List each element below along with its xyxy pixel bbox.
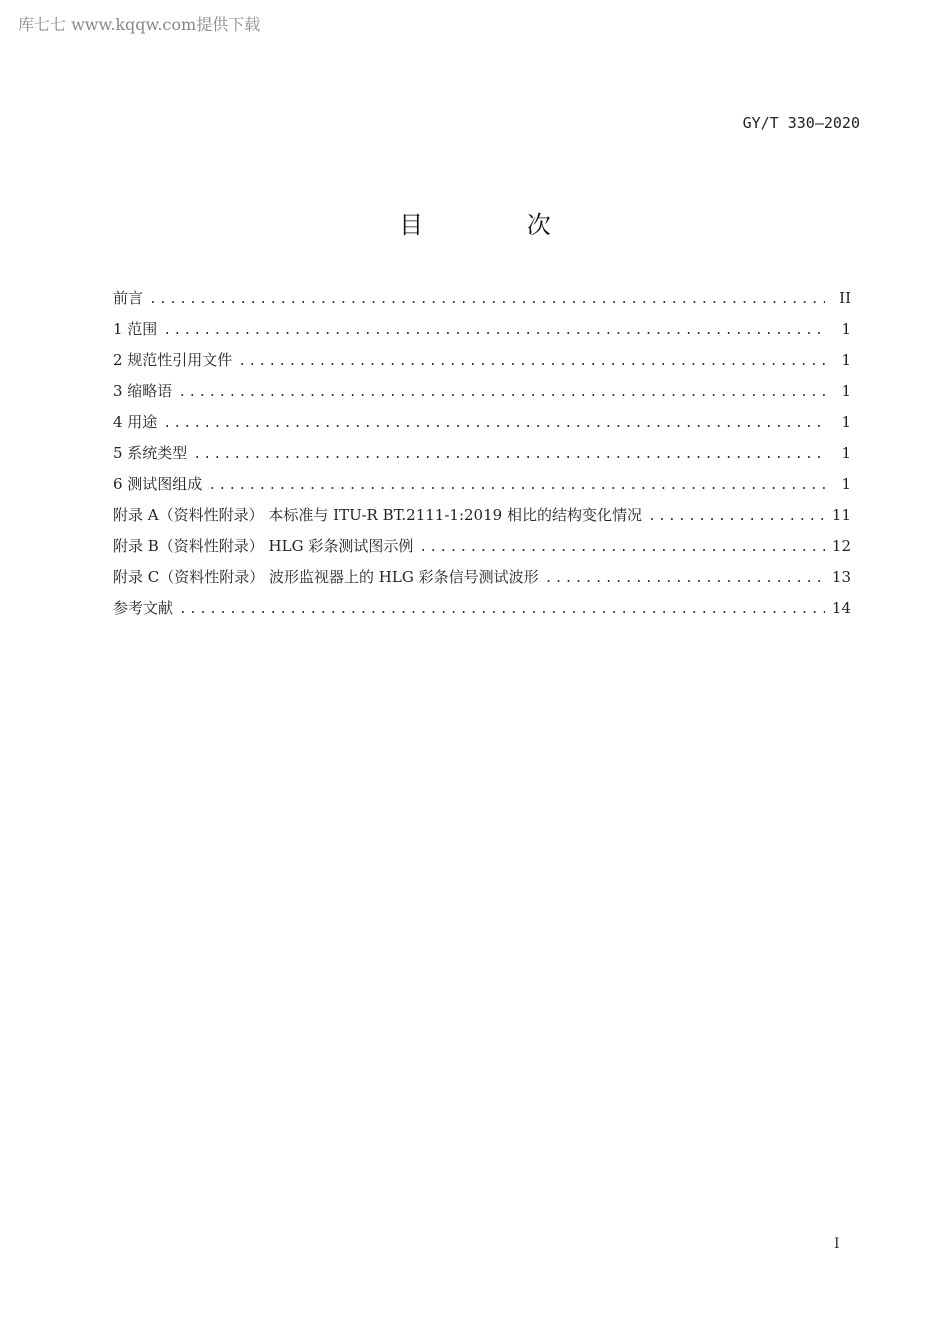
toc-entry-bibliography[interactable]	[113, 596, 851, 627]
toc-entry-appendix-c[interactable]	[113, 565, 851, 596]
toc-entry-label: 6 测试图组成	[113, 475, 203, 493]
toc-entry-page: II	[839, 289, 851, 307]
toc-entry-page: 1	[841, 351, 851, 369]
toc-entry-normative-references[interactable]	[113, 348, 851, 379]
toc-entry-appendix-a[interactable]	[113, 503, 851, 534]
toc-entry-label: 1 范围	[113, 320, 158, 338]
toc-entry-label: 附录 C（资料性附录） 波形监视器上的 HLG 彩条信号测试波形	[113, 568, 539, 586]
toc-dot-leader	[238, 350, 825, 374]
toc-entry-abbreviations[interactable]	[113, 379, 851, 410]
toc-entry-label: 前言	[113, 289, 144, 307]
toc-entry-test-pattern-composition[interactable]	[113, 472, 851, 503]
toc-entry-page: 14	[831, 599, 851, 617]
toc-dot-leader	[193, 443, 825, 467]
toc-dot-leader	[545, 567, 825, 591]
toc-entry-page: 11	[831, 506, 851, 524]
page-number: I	[834, 1236, 840, 1252]
page-title: 目 次	[399, 211, 599, 239]
toc-dot-leader	[163, 412, 825, 436]
toc-entry-page: 12	[831, 537, 851, 555]
table-of-contents	[113, 286, 851, 627]
toc-entry-page: 1	[841, 320, 851, 338]
toc-dot-leader	[178, 381, 825, 405]
toc-entry-label: 4 用途	[113, 413, 158, 431]
toc-entry-page: 1	[841, 382, 851, 400]
toc-dot-leader	[163, 319, 825, 343]
toc-entry-label: 附录 B（资料性附录） HLG 彩条测试图示例	[113, 537, 414, 555]
toc-entry-foreword[interactable]	[113, 286, 851, 317]
toc-entry-label: 参考文献	[113, 599, 174, 617]
toc-dot-leader	[419, 536, 825, 560]
toc-entry-page: 1	[841, 444, 851, 462]
toc-dot-leader	[208, 474, 825, 498]
toc-entry-page: 13	[831, 568, 851, 586]
document-code: GY/T 330—2020	[742, 114, 860, 132]
toc-entry-appendix-b[interactable]	[113, 534, 851, 565]
toc-dot-leader	[149, 288, 825, 312]
toc-entry-system-types[interactable]	[113, 441, 851, 472]
toc-dot-leader	[179, 598, 825, 622]
toc-entry-label: 5 系统类型	[113, 444, 188, 462]
toc-entry-label: 3 缩略语	[113, 382, 173, 400]
toc-entry-page: 1	[841, 413, 851, 431]
toc-entry-label: 2 规范性引用文件	[113, 351, 233, 369]
toc-dot-leader	[648, 505, 825, 529]
toc-entry-usage[interactable]	[113, 410, 851, 441]
toc-entry-label: 附录 A（资料性附录） 本标准与 ITU-R BT.2111-1:2019 相比的结构变化情况	[113, 506, 642, 524]
toc-entry-scope[interactable]	[113, 317, 851, 348]
toc-entry-page: 1	[841, 475, 851, 493]
watermark-text: 库七七 www.kqqw.com提供下载	[18, 15, 261, 34]
